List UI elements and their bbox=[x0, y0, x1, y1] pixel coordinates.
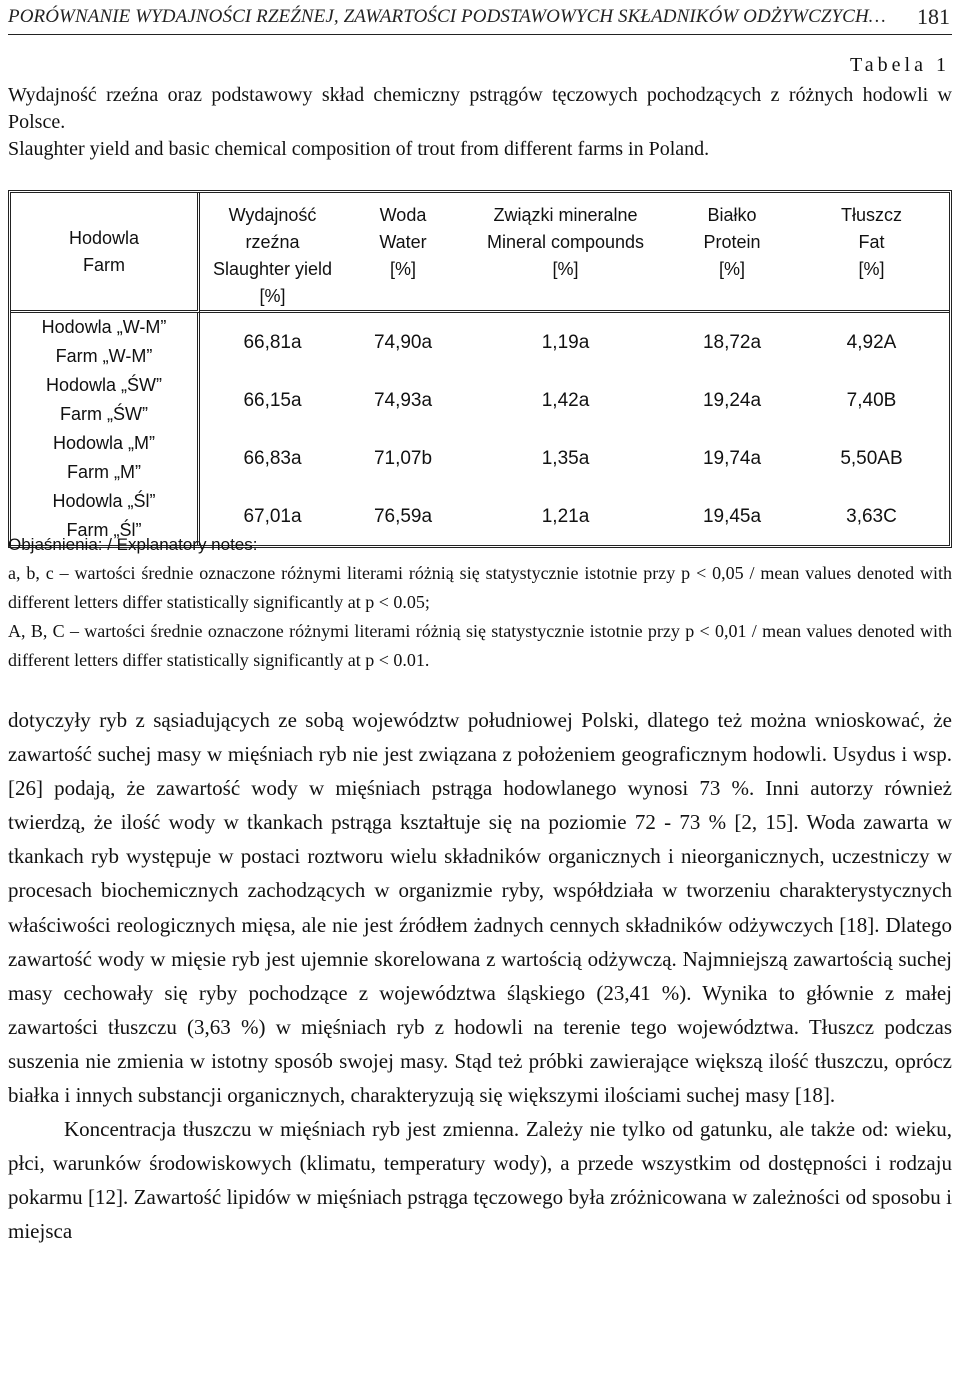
body-text bbox=[8, 703, 952, 1249]
farm-name-pl: Hodowla „Śl” bbox=[52, 491, 156, 511]
table-label: Tabela 1 bbox=[849, 54, 950, 76]
mineral-cell: 1,21a bbox=[541, 505, 590, 527]
protein-cell: 19,45a bbox=[702, 505, 762, 527]
slaughter-yield-cell: 66,15a bbox=[243, 389, 302, 411]
column-header-en: Water bbox=[379, 232, 427, 252]
farm-cell bbox=[11, 313, 200, 371]
mineral-cell: 1,19a bbox=[541, 331, 590, 353]
farm-name-en: Farm „ŚW” bbox=[60, 404, 148, 424]
farm-name-en: Farm „Śl” bbox=[66, 520, 142, 540]
protein-cell: 18,72a bbox=[702, 331, 762, 353]
column-header-unit: [%] bbox=[552, 259, 579, 279]
farm-cell bbox=[11, 429, 200, 487]
column-header-farm bbox=[11, 193, 200, 313]
column-header-mineral-compounds bbox=[461, 193, 670, 313]
column-header-en: Mineral compounds bbox=[486, 232, 645, 252]
page-number: 181 bbox=[917, 4, 950, 29]
water-cell: 74,90a bbox=[373, 331, 433, 353]
mineral-cell: 1,35a bbox=[541, 447, 590, 469]
body-paragraph: Koncentracja tłuszczu w mięśniach ryb jest zmienna. Zależy nie tylko od gatunku, ale także od: wieku, płci, warunków środowiskowych (klimatu, temperatury wody), a przede wszystkim od dostępności i rodzaju pokarmu [12]. Zawartość lipidów w mięśniach pstrąga tęczowego była zróżnicowana w zależności od sposobu i miejsca bbox=[8, 1117, 952, 1244]
water-cell: 71,07b bbox=[373, 447, 433, 469]
column-header-pl: Białko bbox=[707, 205, 757, 225]
column-header-en: Fat bbox=[858, 232, 885, 252]
column-header-unit: [%] bbox=[389, 259, 416, 279]
column-header-en: Slaughter yield bbox=[212, 259, 333, 279]
table-caption bbox=[8, 82, 952, 163]
table-row bbox=[11, 429, 949, 487]
slaughter-yield-cell: 66,81a bbox=[243, 331, 302, 353]
running-header bbox=[8, 4, 952, 35]
header-row bbox=[11, 193, 949, 313]
mineral-cell: 1,42a bbox=[541, 389, 590, 411]
farm-name-en: Farm „M” bbox=[67, 462, 141, 482]
column-header-pl: Wydajność rzeźna bbox=[228, 205, 317, 252]
farm-name-pl: Hodowla „ŚW” bbox=[45, 375, 163, 395]
fat-cell: 7,40B bbox=[846, 389, 897, 411]
column-header-pl: Związki mineralne bbox=[493, 205, 638, 225]
slaughter-yield-cell: 67,01a bbox=[243, 505, 302, 527]
body-paragraph: dotyczyły ryb z sąsiadujących ze sobą województw południowej Polski, dlatego też można wnioskować, że zawartość suchej masy w mięśniach ryb nie jest związana z położeniem geograficznym hodowli. Usydus i wsp. [26] podają, że zawartość wody w mięśniach pstrąga hodowlanego wynosi 73 %. Inni autorzy również twierdzą, że ilość wody w tkankach pstrąga kształtuje się na poziomie 72 - 73 % [2, 15]. Woda zawarta w tkankach ryb występuje w postaci roztworu wielu składników organicznych i nieorganicznych, uczestniczy w procesach biochemicznych zachodzących w organizmie ryby, współdziała w tworzeniu charakterystycznych właściwości reologicznych mięsa, ale nie jest źródłem żadnych cennych składników odżywczych [18]. Dlatego zawartość wody w mięsie ryb jest ujemnie skorelowana z wartością odżywczą. Najmniejszą zawartością suchej masy cechowały się ryby pochodzące z województwa śląskiego (23,41 %). Wynika to głównie z małej zawartości tłuszczu (3,63 %) w mięśniach ryb z hodowli na terenie tego województwa. Tłuszcz podczas suszenia nie zmienia w istotny sposób swojej masy. Stąd też próbki zawierające większą ilość tłuszczu, oprócz białka i innych substancji organicznych, charakteryzują się większymi ilościami suchej masy [18]. bbox=[8, 708, 952, 1108]
column-header-unit: [%] bbox=[718, 259, 745, 279]
column-header-en: Protein bbox=[703, 232, 761, 252]
explanatory-notes bbox=[8, 530, 952, 675]
notes-heading: Objaśnienia: / Explanatory notes: bbox=[8, 535, 258, 554]
water-cell: 76,59a bbox=[373, 505, 433, 527]
farm-cell bbox=[11, 371, 200, 429]
column-header-fat bbox=[794, 193, 949, 313]
column-header-unit: [%] bbox=[259, 286, 286, 306]
fat-cell: 4,92A bbox=[846, 331, 897, 353]
column-header-water bbox=[345, 193, 461, 313]
protein-cell: 19,74a bbox=[702, 447, 762, 469]
note-lowercase-letters: a, b, c – wartości średnie oznaczone różnymi literami różnią się statystycznie istotnie przy p < 0,05 / mean values denoted with different letters differ statistically significantly at p < 0.05; bbox=[8, 563, 952, 612]
farm-name-en: Farm „W-M” bbox=[55, 346, 153, 366]
column-header-pl: Hodowla bbox=[68, 227, 140, 248]
column-header-slaughter-yield bbox=[200, 193, 345, 313]
running-title: PORÓWNANIE WYDAJNOŚCI RZEŹNEJ, ZAWARTOŚCI PODSTAWOWYCH SKŁADNIKÓW ODŻYWCZYCH… bbox=[8, 6, 886, 27]
farm-name-pl: Hodowla „W-M” bbox=[41, 317, 167, 337]
column-header-en: Farm bbox=[83, 254, 125, 275]
data-table bbox=[8, 190, 952, 548]
fat-cell: 3,63C bbox=[846, 505, 897, 527]
column-header-protein bbox=[670, 193, 794, 313]
table-caption-polish: Wydajność rzeźna oraz podstawowy skład chemiczny pstrągów tęczowych pochodzących z różnych hodowli w Polsce. bbox=[8, 84, 952, 133]
column-header-pl: Woda bbox=[379, 205, 427, 225]
table-caption-english: Slaughter yield and basic chemical composition of trout from different farms in Poland. bbox=[8, 138, 710, 160]
table-row bbox=[11, 313, 949, 371]
table-body bbox=[11, 313, 949, 545]
fat-cell: 5,50AB bbox=[840, 447, 903, 469]
note-uppercase-letters: A, B, C – wartości średnie oznaczone różnymi literami różnią się statystycznie istotnie przy p < 0,01 / mean values denoted with different letters differ statistically significantly at p < 0.01. bbox=[8, 621, 952, 670]
protein-cell: 19,24a bbox=[702, 389, 762, 411]
table-row bbox=[11, 371, 949, 429]
column-header-pl: Tłuszcz bbox=[840, 205, 902, 225]
slaughter-yield-cell: 66,83a bbox=[243, 447, 302, 469]
table-header bbox=[11, 193, 949, 313]
farm-name-pl: Hodowla „M” bbox=[52, 433, 156, 453]
water-cell: 74,93a bbox=[373, 389, 433, 411]
column-header-unit: [%] bbox=[858, 259, 885, 279]
